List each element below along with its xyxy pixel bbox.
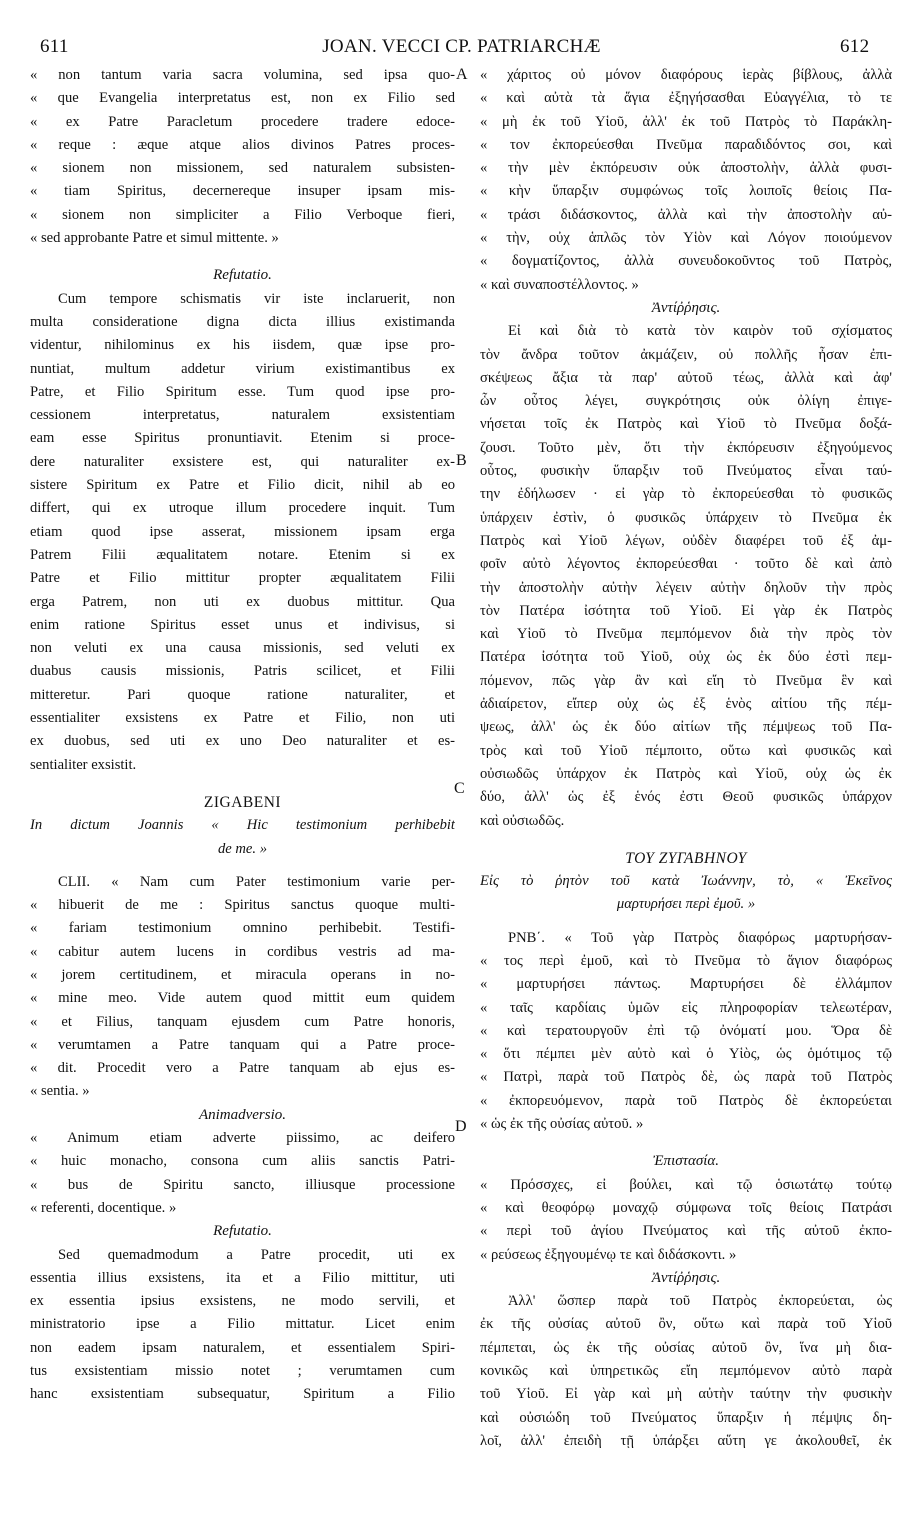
margin-letter-b: B	[456, 452, 467, 469]
antirrhesis-paragraph-2	[480, 1290, 892, 1453]
text-line: λοῖ, ἀλλ' ἐπειδὴ τῇ ὑπάρξει αὕτη γε ἀκολουθεῖ, ἐκ	[480, 1432, 892, 1449]
text-line: de me. »	[217, 840, 268, 857]
text-line: « κὴν ὕπαρξιν συμφώνως τοῖς λοιποῖς θείοις Πα-	[480, 183, 892, 200]
text-line: την ἐδήλωσεν · εἰ γὰρ τὸ ἐκπορεύεσθαι τὸ φυσικῶς	[480, 486, 892, 503]
text-line: duabus causis missionis, Patris scilicet, et Filii	[30, 663, 455, 680]
text-line: ὧν οὗτος λέγει, συγκρότησις οὐκ ὀλίγη ἐπιγε-	[480, 393, 892, 410]
zigabeni-heading: ZIGABENI	[203, 793, 282, 811]
text-line: μαρτυρήσει περὶ ἐμοῦ. »	[616, 896, 756, 913]
text-line: Patre et Filio mittitur propter æqualitatem Filii	[30, 570, 455, 587]
text-line: « τος περὶ ἐμοῦ, καὶ τὸ Πνεῦμα τὸ ἅγιον διαφόρως	[480, 952, 892, 969]
text-line: ex essentia ipsius exsistens, ne modo servili, et	[30, 1293, 455, 1310]
text-line: etiam quod ipse asserat, missionem ipsam erga	[30, 523, 455, 540]
text-line: τὸν Πατέρα ἰσότητα τοῦ Υἱοῦ. Εἰ γὰρ ἐκ Πατρὸς	[480, 602, 892, 619]
latin-column	[30, 64, 455, 1407]
text-line: δύο, ἀλλ' ὡς ἐξ ἑνός ἐστι Θεοῦ φυσικῶς ὑπάρχον	[480, 789, 892, 806]
text-line: φοῖν αὐτὸ λέγοντος ἐκπορεύεσθαι · τοῦτο δὲ καὶ ἀπὸ	[480, 556, 892, 573]
page-number-right: 612	[840, 36, 870, 57]
text-line: « δογματίζοντος, ἀλλὰ συνευδοκοῦντος τοῦ Πατρὸς,	[480, 253, 892, 270]
text-line: « tiam Spiritus, decernereque insuper ipsam mis-	[30, 183, 455, 200]
text-line: οὐσιωδῶς ὑπάρχον ἐκ Πατρὸς καὶ Υἱοῦ, οὐχ ὡς ἐκ	[480, 765, 892, 782]
pnb-paragraph	[480, 927, 892, 1137]
text-line: « sionem non missionem, sed naturalem subsisten-	[30, 160, 455, 177]
text-line: Cum tempore schismatis vir iste inclaruerit, non	[58, 290, 455, 307]
refutatio-paragraph-2	[30, 1244, 455, 1407]
text-line: τὸν ἄνδρα τοῦτον ἀκμάζειν, οὐ πολλῆς ἦσαν ἐπι-	[480, 346, 892, 363]
text-line: « cabitur autem lucens in cordibus vestris ad ma-	[30, 943, 455, 960]
text-line: ἐκ τῆς οὐσίας αὐτοῦ ὂν, οὕτω καὶ παρὰ τοῦ Υἱοῦ	[480, 1316, 892, 1333]
zigabenou-subtitle	[480, 870, 892, 917]
text-line: « ταῖς καρδίαις ὑμῶν εἰς πληροφορίαν τελεωτέραν,	[480, 999, 892, 1016]
text-line: CLII. « Nam cum Pater testimonium varie per-	[58, 873, 455, 890]
text-line: « ἐκπορευόμενον, παρὰ τοῦ Πατρὸς δὲ ἐκπορεύεται	[480, 1092, 892, 1109]
text-line: « verumtamen a Patre tanquam qui a Patre proce-	[30, 1036, 455, 1053]
text-line: non veluti ex una causa missionis, sed veluti ex	[30, 640, 455, 657]
text-line: « ex Patre Paracletum procedere tradere edoce-	[30, 113, 455, 130]
text-line: In dictum Joannis « Hic testimonium perhibebit	[30, 817, 455, 834]
text-line: οὗτος, φυσικὴν ὕπαρξιν τοῦ Πνεύματος εἶναι ταύ-	[480, 463, 892, 480]
antirrhesis-heading-2: Ἀντίῤῥησις.	[651, 1269, 721, 1286]
text-line: « fariam testimonium omnino perhibebit. Testifi-	[30, 920, 455, 937]
text-line: tus exsistentiam missio notet ; verumtamen cum	[30, 1363, 455, 1380]
margin-letter-c: C	[454, 780, 465, 797]
text-line: Sed quemadmodum a Patre procedit, uti ex	[58, 1246, 455, 1263]
text-line: « Animum etiam adverte piissimo, ac deifero	[30, 1130, 455, 1147]
refutatio-paragraph	[30, 288, 455, 777]
text-line: νήσεται τοῖς ἐκ Πατρὸς καὶ Υἱοῦ τὸ Πνεῦμα δοξά-	[480, 416, 892, 433]
text-line: « Πρόσσχες, εἰ βούλει, καὶ τῷ ὁσιωτάτῳ τούτῳ	[480, 1176, 892, 1193]
text-line: « μαρτυρήσει πάντως. Μαρτυρήσει δὲ ἐλλάμπον	[480, 976, 892, 993]
text-line: καὶ οὐσιώδη τοῦ Πνεύματος ὕπαρξιν ἡ πέμψις δη-	[480, 1409, 892, 1426]
text-line: Εἰς τὸ ῥητὸν τοῦ κατὰ Ἰωάννην, τὸ, « Ἐκεῖνος	[480, 873, 892, 890]
text-line: « ὅτι πέμπει μὲν αὐτὸ καὶ ὁ Υἱὸς, ὡς ὁμότιμος τῷ	[480, 1046, 892, 1063]
greek-column	[480, 64, 892, 1453]
text-line: eam esse Spiritus pronuntiavit. Etenim si proce-	[30, 430, 455, 447]
text-line: essentia illius exsistens, ita et a Filio mittitur, uti	[30, 1269, 455, 1286]
refutatio-heading: Refutatio.	[213, 267, 272, 284]
text-line: « ὡς ἐκ τῆς οὐσίας αὐτοῦ. »	[480, 1116, 644, 1133]
text-line: « τὴν μὲν ἐκπόρευσιν οὐκ ἀποστολὴν, ἀλλὰ φυσι-	[480, 160, 892, 177]
text-line: σκέψεως ἄξια τὰ παρ' αὐτοῦ τέως, ἀλλὰ καὶ ἀφ'	[480, 369, 892, 386]
text-line: Patrem Filii æqualitatem notare. Etenim si ex	[30, 546, 455, 563]
text-line: καὶ οὐσιωδῶς.	[480, 812, 565, 829]
text-line: « sed approbante Patre et simul mittente. »	[30, 230, 279, 247]
text-line: « ρεύσεως ἐξηγουμένῳ τε καὶ διδάσκοντι. »	[480, 1246, 737, 1263]
text-line: « dit. Procedit vero a Patre tanquam ab ejus es-	[30, 1060, 455, 1077]
text-line: « Πατρὶ, παρὰ τοῦ Πατρὸς δὲ, ὡς παρὰ τοῦ Πατρὸς	[480, 1069, 892, 1086]
page-number-left: 611	[40, 36, 69, 57]
refutatio-heading-2: Refutatio.	[213, 1223, 272, 1240]
animadversio-paragraph	[30, 1127, 455, 1220]
text-line: dere naturaliter exsistere est, qui naturaliter ex-	[30, 453, 455, 470]
zigabenou-heading: ΤΟΥ ΖΥΓΑΒΗΝΟΥ	[625, 849, 747, 867]
running-head: JOAN. VECCI CP. PATRIARCHÆ	[322, 36, 601, 57]
text-line: Patre, et Filio Spiritum esse. Tum quod ipse pro-	[30, 383, 455, 400]
text-line: cessionem interpretatus, naturalem exsistentiam	[30, 407, 455, 424]
text-line: « τον ἐκπορεύεσθαι Πνεῦμα παραδιδόντος σοι, καὶ	[480, 136, 892, 153]
text-line: « non tantum varia sacra volumina, sed ipsa quo-	[30, 67, 455, 83]
text-line: « καὶ συναποστέλλοντος. »	[480, 276, 639, 293]
text-line: « sionem non simpliciter a Filio Verboque fieri,	[30, 206, 455, 223]
text-line: « τράσι διδάσκοντος, ἀλλὰ καὶ τὴν ἀποστολὴν αὐ-	[480, 206, 892, 223]
greek-quote	[480, 64, 892, 297]
text-line: « que Evangelia interpretatus est, non ex Filio sed	[30, 90, 455, 107]
margin-letter-a: A	[456, 66, 468, 83]
text-line: hanc exsistentiam subsequatur, Spiritum a Filio	[30, 1386, 455, 1403]
text-line: ἀδιαίρετον, εἴπερ οὐχ ὡς ἐξ ἑνὸς αἰτίου τῆς πέμ-	[480, 696, 892, 713]
antirrhesis-heading: Ἀντίῤῥησις.	[651, 299, 721, 316]
text-line: ex duobus, sed uti ex uno Deo naturaliter et es-	[30, 733, 455, 750]
text-line: Πατρὸς καὶ Υἱοῦ λέγων, οὐδὲν διαφέρει τοῦ ἐξ ἀμ-	[480, 532, 892, 549]
text-line: erga Patrem, non uti ex duobus mittitur. Qua	[30, 593, 455, 610]
text-line: multa consideratione digna dicta illius existimanda	[30, 313, 455, 330]
text-line: non eadem ipsam naturalem, et essentialem Spiri-	[30, 1339, 455, 1356]
text-line: « jorem certitudinem, et miracula operans in no-	[30, 966, 455, 983]
epistasia-paragraph	[480, 1174, 892, 1267]
text-line: enim ratione Spiritus esset unus et indivisus, si	[30, 616, 455, 633]
text-line: « et Filius, tanquam ejusdem cum Patre honoris,	[30, 1013, 455, 1030]
text-line: « sentia. »	[30, 1083, 90, 1100]
text-line: τὴν ἀποστολὴν αὐτὴν λέγειν αὐτὴν δηλοῦν τὴν πρὸς	[480, 579, 892, 596]
text-line: differt, qui ex utroque illum procedere inquit. Tum	[30, 500, 455, 517]
zigabeni-subtitle	[30, 814, 455, 861]
latin-quote	[30, 64, 455, 250]
text-line: « τὴν, οὐχ ἁπλῶς τὸν Υἱὸν καὶ Λόγον ποιούμενον	[480, 230, 892, 247]
text-line: « hibuerit de me : Spiritus sanctus quoque multi-	[30, 897, 455, 914]
text-line: « reque : æque atque alios divinos Patres proces-	[30, 136, 455, 153]
text-line: ὑπάρχειν ἐστὶν, ὁ φυσικῶς ὑπάρχειν τὸ Πνεῦμα ἐκ	[480, 509, 892, 526]
clii-paragraph	[30, 871, 455, 1104]
antirrhesis-paragraph	[480, 320, 892, 833]
text-line: sistere Spiritum ex Patre et Filio dicit, nihil ab eo	[30, 477, 455, 494]
text-line: πόμενον, πῶς γὰρ ἂν καὶ εἴη τὸ Πνεῦμα ἓν καὶ	[480, 672, 892, 689]
animadversio-heading: Animadversio.	[198, 1106, 287, 1123]
text-line: mitteretur. Pari quoque ratione naturaliter, et	[30, 686, 455, 703]
text-line: essentialiter exsistens ex Patre et Filio, non uti	[30, 710, 455, 727]
text-line: « καὶ θεοφόρῳ μοναχῷ σύμφωνα τοῖς θείοις Πατράσι	[480, 1199, 892, 1216]
text-line: sentialiter exsistit.	[30, 756, 137, 773]
margin-letter-d: D	[455, 1118, 467, 1135]
text-line: ministratorio ipse a Filio mittatur. Licet enim	[30, 1316, 455, 1333]
text-line: videntur, nihilominus ex his iisdem, quæ ipse pro-	[30, 337, 455, 354]
text-line: « καὶ αὐτὰ τὰ ἅγια ἐξηγήσασθαι Εὐαγγέλια, τὸ τε	[480, 90, 892, 107]
text-line: Εἰ καὶ διὰ τὸ κατὰ τὸν καιρὸν τοῦ σχίσματος	[508, 323, 892, 340]
text-line: « mine meo. Vide autem quod mittit eum quidem	[30, 990, 455, 1007]
epistasia-heading: Ἐπιστασία.	[652, 1153, 720, 1170]
text-line: nuntiat, multum addetur virium existimantibus ex	[30, 360, 455, 377]
text-line: « περὶ τοῦ ἁγίου Πνεύματος καὶ τῆς αὐτοῦ ἐκπο-	[480, 1223, 892, 1240]
text-line: ψεως, ἀλλ' ὡς ἐκ δύο αἰτίων τῆς πέμψεως τοῦ Πα-	[480, 719, 892, 736]
text-line: « καὶ τερατουργοῦν ἐπὶ τῷ ὀνόματί μου. Ὅρα δὲ	[480, 1022, 892, 1039]
text-line: τρὸς καὶ τοῦ Υἱοῦ πέμποιτο, οὕτω καὶ φυσικῶς καὶ	[480, 742, 892, 759]
text-line: τοῦ Υἱοῦ. Εἰ γὰρ καὶ μὴ αὐτὴν ταύτην τὴν φυσικὴν	[480, 1386, 892, 1403]
text-line: « huic monacho, consona cum aliis sanctis Patri-	[30, 1153, 455, 1170]
text-line: « χάριτος οὐ μόνον διαφόρους ἱερὰς βίβλους, ἀλλὰ	[480, 67, 892, 83]
text-line: Ἀλλ' ὥσπερ παρὰ τοῦ Πατρὸς ἐκπορεύεται, ὡς	[508, 1293, 892, 1310]
text-line: « referenti, docentique. »	[30, 1199, 177, 1216]
text-line: ζουσι. Τοῦτο μὲν, ὅτι τὴν ἐκπόρευσιν ἐξηγούμενος	[480, 439, 892, 456]
text-line: « μὴ ἐκ τοῦ Υἱοῦ, ἀλλ' ἐκ τοῦ Πατρὸς τὸ Παράκλη-	[480, 113, 892, 130]
text-line: Πατέρα ἰσότητα τοῦ Υἱοῦ, οὐχ ὡς ἐκ δύο ἐστὶ πεμ-	[480, 649, 892, 666]
text-line: κονικῶς καὶ ὑπηρετικῶς εἴη πεμπόμενον αὐτὸ παρὰ	[480, 1363, 892, 1380]
text-line: ΡΝΒ΄. « Τοῦ γὰρ Πατρὸς διαφόρως μαρτυρήσαν-	[508, 929, 892, 946]
text-line: καὶ Υἱοῦ τὸ Πνεῦμα πεμπόμενον διὰ τὴν πρὸς τὸν	[480, 626, 892, 643]
text-line: πέμπεται, ὡς ἐκ τῆς οὐσίας αὐτοῦ ὂν, ἵνα μὴ δια-	[480, 1339, 892, 1356]
text-line: « bus de Spiritu sancto, illiusque processione	[30, 1176, 455, 1193]
